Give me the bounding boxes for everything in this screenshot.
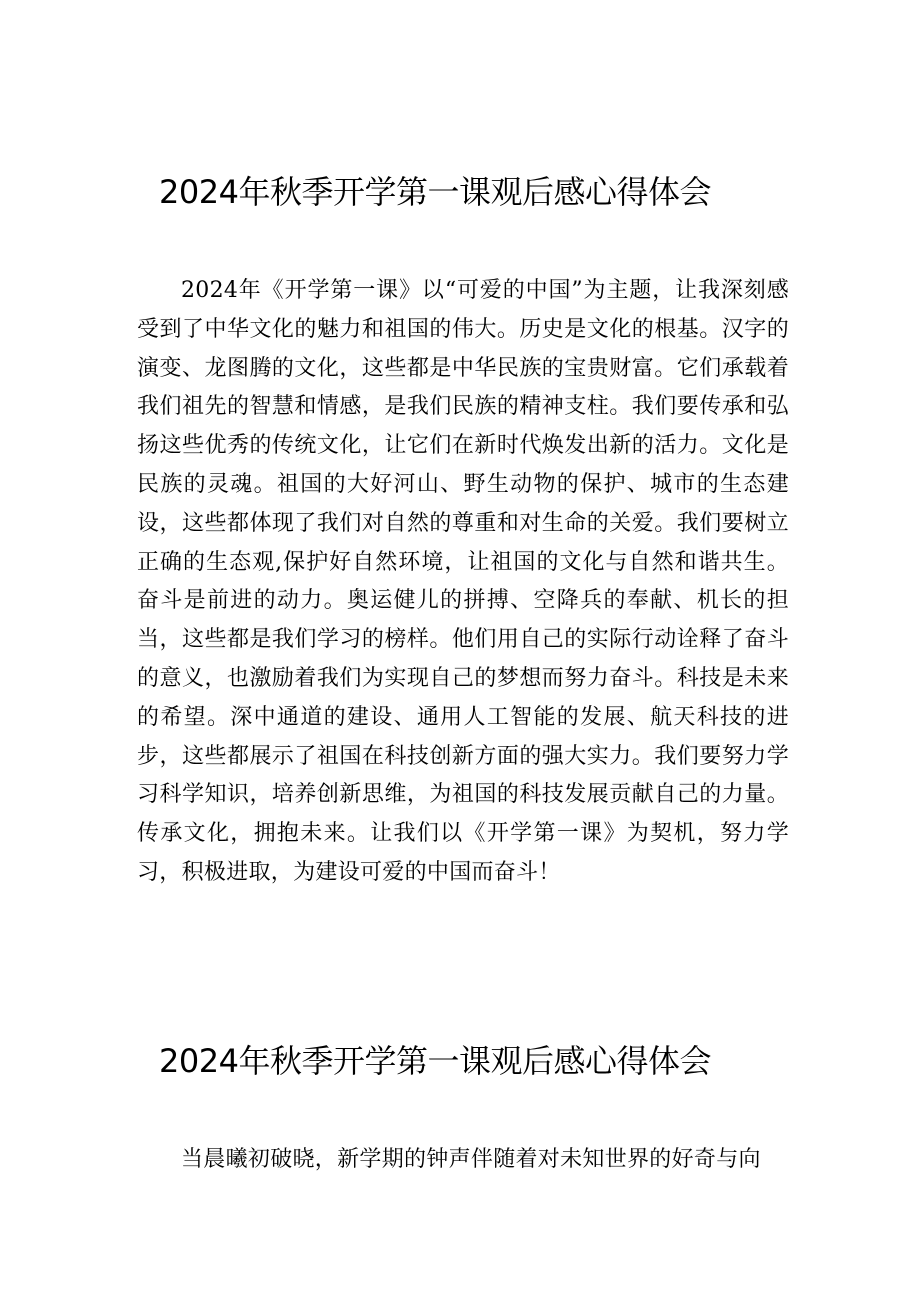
section-2-title: 2024年秋季开学第一课观后感心得体会	[159, 1042, 711, 1080]
section-2-paragraph: 当晨曦初破晓，新学期的钟声伴随着对未知世界的好奇与向	[181, 1147, 761, 1172]
section-1-title: 2024年秋季开学第一课观后感心得体会	[159, 173, 711, 211]
section-1-paragraph: 2024年《开学第一课》以“可爱的中国”为主题，让我深刻感受到了中华文化的魅力和祖国的伟大。历史是文化的根基。汉字的演变、龙图腾的文化，这些都是中华民族的宝贵财富。它们承载着我们祖先的智慧和情感，是我们民族的精神支柱。我们要传承和弘扬这些优秀的传统文化，让它们在新时代焕发出新的活力。文化是民族的灵魂。祖国的大好河山、野生动物的保护、城市的生态建设，这些都体现了我们对自然的尊重和对生命的关爱。我们要树立正确的生态观,保护好自然环境，让祖国的文化与自然和谐共生。奋斗是前进的动力。奥运健儿的拼搏、空降兵的奉献、机长的担当，这些都是我们学习的榜样。他们用自己的实际行动诠释了奋斗的意义，也激励着我们为实现自己的梦想而努力奋斗。科技是未来的希望。深中通道的建设、通用人工智能的发展、航天科技的进步，这些都展示了祖国在科技创新方面的强大实力。我们要努力学习科学知识，培养创新思维，为祖国的科技发展贡献自己的力量。传承文化，拥抱未来。让我们以《开学第一课》为契机，努力学习，积极进取，为建设可爱的中国而奋斗！	[137, 278, 789, 885]
